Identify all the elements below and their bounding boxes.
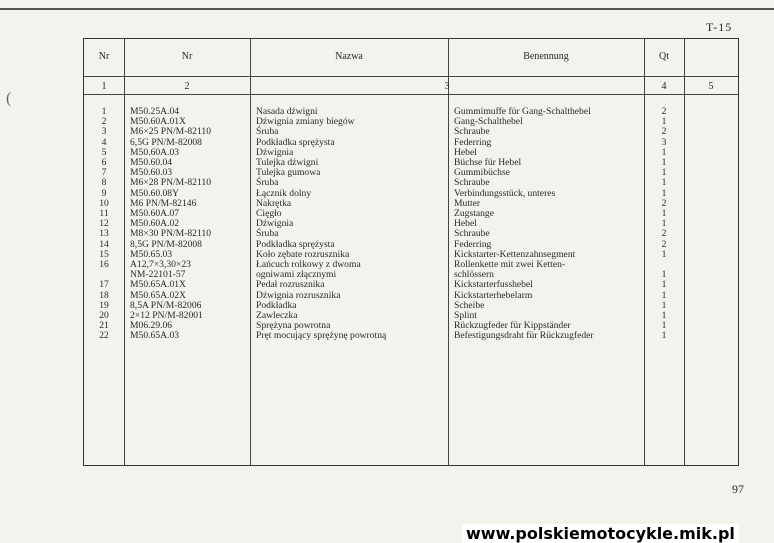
row-benennung: Gummimuffe für Gang-Schalthebel <box>454 106 591 117</box>
row-nazwa: Pręt mocujący sprężynę powrotną <box>256 330 387 342</box>
table-row <box>84 178 738 188</box>
row-nr: 12 <box>99 218 109 230</box>
table-row <box>84 138 738 148</box>
row-part-code: M06.29.06 <box>130 320 173 332</box>
row-nr: 1 <box>101 106 107 117</box>
row-part-code: A12,7×3,30×23 <box>130 259 191 270</box>
row-benennung: Federring <box>454 238 492 250</box>
header-benennung: Benennung <box>523 51 569 62</box>
row-nr: 14 <box>99 238 109 250</box>
row-qt: 1 <box>661 299 667 311</box>
row-nazwa: Tulejka dźwigni <box>256 157 319 168</box>
row-qt: 1 <box>661 208 667 219</box>
row-nazwa: Łańcuch rolkowy z dwoma <box>256 259 361 270</box>
row-part-code: M8×30 PN/M-82110 <box>130 228 212 240</box>
row-benennung: Federring <box>454 136 492 148</box>
row-nr: 2 <box>101 116 107 128</box>
row-benennung: Kickstarterhebelarm <box>454 289 533 301</box>
row-part-code: M6×25 PN/M-82110 <box>130 126 212 138</box>
table-row <box>84 311 738 321</box>
row-qt: 2 <box>661 126 667 138</box>
row-benennung: Kickstarter-Kettenzahnsegment <box>454 248 576 260</box>
row-nr: 20 <box>99 310 109 321</box>
row-benennung: Verbindungsstück, unteres <box>454 187 556 199</box>
row-nazwa: Pedał rozrusznika <box>256 279 325 291</box>
row-qt: 3 <box>661 136 667 148</box>
row-qt: 1 <box>661 177 667 189</box>
row-qt: 1 <box>661 279 667 291</box>
row-part-code: 8,5A PN/M-82006 <box>130 299 202 311</box>
col-number-2: 2 <box>184 81 190 92</box>
row-nazwa: ogniwami złącznymi <box>256 269 337 281</box>
row-benennung: Schraube <box>454 126 490 138</box>
page-code: T-15 <box>706 20 733 34</box>
row-part-code: M50.60.08Y <box>130 187 180 199</box>
row-benennung: Rollenkette mit zwei Ketten- <box>454 259 566 270</box>
row-nr: 18 <box>99 289 109 301</box>
row-part-code: M50.60A.01X <box>130 116 186 128</box>
row-nazwa: Podkładka <box>256 299 297 311</box>
table-row <box>84 209 738 219</box>
row-nazwa: Koło zębate rozrusznika <box>256 248 350 260</box>
row-part-code: M50.65A.03 <box>130 330 180 342</box>
table-row <box>84 148 738 158</box>
row-part-code: M50.65A.01X <box>130 279 186 291</box>
row-qt: 2 <box>661 228 667 240</box>
row-qt: 2 <box>661 197 667 209</box>
row-nr: 13 <box>99 228 109 240</box>
row-part-code: M50.60.04 <box>130 157 173 168</box>
row-qt: 1 <box>661 289 667 301</box>
row-benennung: Schraube <box>454 228 490 240</box>
row-nazwa: Dźwignia <box>256 218 294 230</box>
row-part-code: M50.65A.02X <box>130 289 186 301</box>
row-qt: 1 <box>661 269 667 281</box>
row-qt: 2 <box>661 238 667 250</box>
row-part-code: M6×28 PN/M-82110 <box>130 177 212 189</box>
row-nazwa: Dźwignia <box>256 146 294 158</box>
row-part-code: M50.60A.03 <box>130 146 180 158</box>
row-nr: 5 <box>101 146 107 158</box>
row-nazwa: Tulejka gumowa <box>256 167 321 179</box>
row-qt: 1 <box>661 218 667 230</box>
row-nazwa: Dźwignia rozrusznika <box>256 289 341 301</box>
row-nazwa: Nasada dźwigni <box>256 106 318 117</box>
table-row <box>84 199 738 209</box>
row-qt: 2 <box>661 106 667 117</box>
header-nazwa: Nazwa <box>335 51 363 62</box>
row-nr: 7 <box>101 167 107 179</box>
row-qt: 1 <box>661 248 667 260</box>
row-qt: 1 <box>661 187 667 199</box>
watermark: www.polskiemotocykle.mik.pl <box>462 524 739 543</box>
row-part-code: M6 PN/M-82146 <box>130 197 197 209</box>
row-nr: 4 <box>101 136 107 148</box>
row-nazwa: Dźwignia zmiany biegów <box>256 116 355 128</box>
row-nr: 10 <box>99 197 109 209</box>
row-nr: 19 <box>99 299 109 311</box>
col-number-1: 1 <box>101 81 107 92</box>
page-number: 97 <box>732 482 744 496</box>
row-benennung: Zugstange <box>454 208 494 219</box>
row-part-code: M50.60A.07 <box>130 208 180 219</box>
row-benennung: Mutter <box>454 197 481 209</box>
row-part-code: 8,5G PN/M-82008 <box>130 238 202 250</box>
row-benennung: schlössern <box>454 269 494 281</box>
margin-mark: ( <box>6 90 12 107</box>
row-nazwa: Łącznik dolny <box>256 187 312 199</box>
row-nazwa: Śruba <box>256 126 279 138</box>
row-part-code: M50.25A.04 <box>130 106 180 117</box>
row-part-code: 2×12 PN/M-82001 <box>130 310 203 321</box>
row-nr: 22 <box>99 330 109 342</box>
row-nr: 3 <box>101 126 107 138</box>
row-benennung: Büchse für Hebel <box>454 157 522 168</box>
row-part-code: NM-22101-57 <box>130 269 186 281</box>
col-number-4: 4 <box>661 81 667 92</box>
table-row <box>84 240 738 250</box>
row-qt: 1 <box>661 330 667 342</box>
row-nr: 8 <box>101 177 107 189</box>
col-number-5: 5 <box>708 81 714 92</box>
number-row-divider <box>84 94 738 95</box>
row-nazwa: Podkładka sprężysta <box>256 136 335 148</box>
row-qt: 1 <box>661 116 667 128</box>
header-nr: Nr <box>98 51 110 62</box>
row-benennung: Splint <box>454 310 477 321</box>
row-part-code: M50.60.03 <box>130 167 173 179</box>
row-benennung: Befestigungsdraht für Rückzugfeder <box>454 330 594 342</box>
row-nr: 9 <box>101 187 107 199</box>
row-qt: 1 <box>661 320 667 332</box>
row-part-code: M50.65.03 <box>130 248 173 260</box>
row-qt: 1 <box>661 310 667 321</box>
row-nr: 11 <box>99 208 109 219</box>
row-qt: 1 <box>661 146 667 158</box>
row-benennung: Scheibe <box>454 299 485 311</box>
col-number-3: 3 <box>444 81 450 92</box>
row-benennung: Schraube <box>454 177 490 189</box>
table-row <box>84 321 738 331</box>
row-nazwa: Zawleczka <box>256 310 298 321</box>
header-qt: Qt <box>659 51 669 62</box>
parts-table <box>83 38 739 466</box>
row-benennung: Hebel <box>454 218 477 230</box>
row-nazwa: Sprężyna powrotna <box>256 320 331 332</box>
row-benennung: Rückzugfeder für Kippständer <box>454 320 571 332</box>
row-nazwa: Nakrętka <box>256 197 292 209</box>
row-benennung: Hebel <box>454 146 477 158</box>
row-benennung: Kickstarterfusshebel <box>454 279 533 291</box>
row-part-code: M50.60A.02 <box>130 218 180 230</box>
table-row <box>84 158 738 168</box>
row-nr: 16 <box>99 259 109 270</box>
row-qt: 1 <box>661 157 667 168</box>
table-row <box>84 331 738 341</box>
row-benennung: Gang-Schalthebel <box>454 116 523 128</box>
row-qt: 1 <box>661 167 667 179</box>
row-part-code: 6,5G PN/M-82008 <box>130 136 202 148</box>
row-benennung: Gummibüchse <box>454 167 510 179</box>
header-part-no: Nr <box>181 51 193 62</box>
row-nazwa: Podkładka sprężysta <box>256 238 335 250</box>
row-nr: 21 <box>99 320 109 332</box>
row-nr: 17 <box>99 279 109 291</box>
top-border-line <box>0 8 774 10</box>
row-nazwa: Śruba <box>256 177 279 189</box>
row-nr: 6 <box>101 157 107 168</box>
row-nazwa: Śruba <box>256 228 279 240</box>
row-nazwa: Cięgło <box>256 208 282 219</box>
row-nr: 15 <box>99 248 109 260</box>
header-divider <box>84 76 738 77</box>
